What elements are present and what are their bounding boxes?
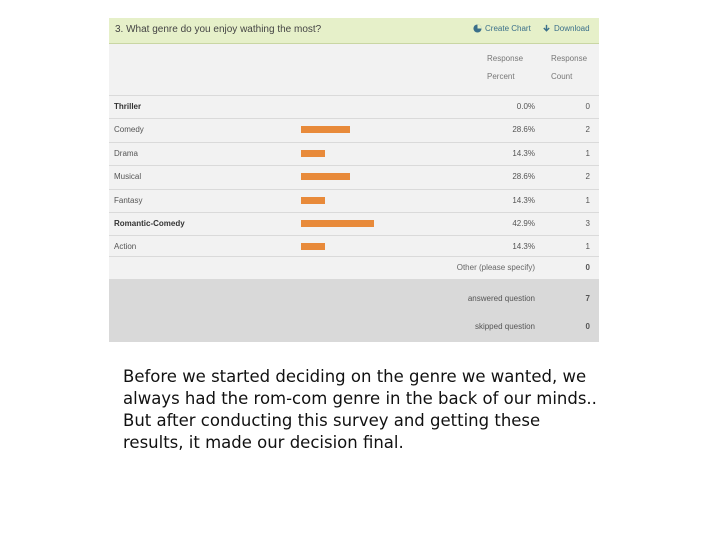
response-count: 1 xyxy=(585,195,590,205)
skipped-label: skipped question xyxy=(474,322,535,331)
response-percent: 14.3% xyxy=(512,148,535,158)
skipped-count: 0 xyxy=(585,322,590,331)
count-header-line2: Count xyxy=(551,72,573,81)
response-percent: 0.0% xyxy=(516,102,535,111)
summary-footer xyxy=(109,279,599,342)
response-count: 3 xyxy=(585,219,590,228)
count-header-line1: Response xyxy=(551,54,588,63)
download-button[interactable] xyxy=(542,24,590,33)
other-count: 0 xyxy=(585,263,590,272)
answered-label: answered question xyxy=(467,294,535,303)
answer-label: Fantasy xyxy=(114,195,143,205)
percent-bar xyxy=(301,126,350,133)
answer-row xyxy=(109,165,599,189)
response-count: 2 xyxy=(585,125,590,135)
response-count: 0 xyxy=(585,102,590,111)
response-percent: 28.6% xyxy=(512,125,535,135)
other-label: Other (please specify) xyxy=(456,263,535,272)
response-percent: 28.6% xyxy=(512,172,535,182)
other-row xyxy=(109,256,599,279)
question-header xyxy=(109,18,599,44)
percent-bar xyxy=(301,197,325,204)
download-label: Download xyxy=(554,24,590,33)
create-chart-label: Create Chart xyxy=(485,24,531,33)
slide-caption: Before we started deciding on the genre we wanted, we always had the rom-com genre in the back of our minds.. But after conducting this survey and getting these results, it made our decision final. xyxy=(123,367,597,452)
percent-bar xyxy=(301,220,374,227)
survey-results-panel xyxy=(109,18,599,342)
answered-row xyxy=(109,290,599,310)
answer-label: Musical xyxy=(114,172,142,182)
answer-label: Romantic-Comedy xyxy=(114,219,185,228)
percent-bar xyxy=(301,150,325,157)
download-arrow-icon xyxy=(542,24,551,33)
pie-chart-icon xyxy=(473,24,482,33)
answer-row xyxy=(109,142,599,166)
create-chart-button[interactable] xyxy=(473,24,531,33)
response-percent: 14.3% xyxy=(512,242,535,252)
answer-row xyxy=(109,95,599,119)
answer-row xyxy=(109,189,599,213)
response-percent: 42.9% xyxy=(512,219,535,228)
question-title: 3. What genre do you enjoy wathing the most? xyxy=(115,24,322,35)
percent-bar xyxy=(301,173,350,180)
percent-bar xyxy=(301,243,325,250)
percent-header-line1: Response xyxy=(487,54,524,63)
answer-label: Comedy xyxy=(114,125,144,135)
response-percent: 14.3% xyxy=(512,195,535,205)
answer-row xyxy=(109,212,599,236)
answer-label: Action xyxy=(114,242,137,252)
answer-label: Drama xyxy=(114,148,139,158)
response-count: 1 xyxy=(585,148,590,158)
answer-row xyxy=(109,118,599,142)
answered-count: 7 xyxy=(585,294,590,303)
response-count: 1 xyxy=(585,242,590,252)
percent-header-line2: Percent xyxy=(487,72,515,81)
response-count: 2 xyxy=(585,172,590,182)
answer-label: Thriller xyxy=(114,102,142,111)
skipped-row xyxy=(109,318,599,338)
